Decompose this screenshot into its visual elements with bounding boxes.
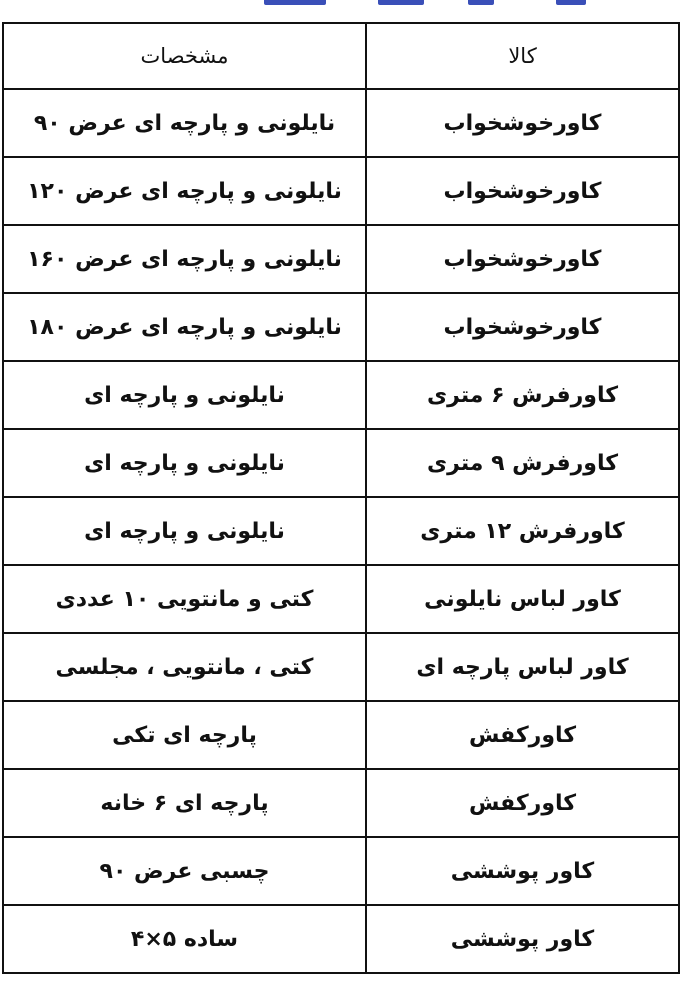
item-cell: کاورخوشخواب xyxy=(366,225,679,293)
spec-cell: نایلونی و پارچه ای عرض ۱۸۰ xyxy=(3,293,366,361)
item-cell: کاورکفش xyxy=(366,701,679,769)
table-row xyxy=(3,293,679,361)
spec-cell: کتی و مانتویی ۱۰ عددی xyxy=(3,565,366,633)
spec-cell: نایلونی و پارچه ای عرض ۱۶۰ xyxy=(3,225,366,293)
spec-cell: نایلونی و پارچه ای xyxy=(3,361,366,429)
product-table xyxy=(2,22,680,974)
item-cell: کاورخوشخواب xyxy=(366,157,679,225)
spec-cell: پارچه ای ۶ خانه xyxy=(3,769,366,837)
item-cell: کاورفرش ۶ متری xyxy=(366,361,679,429)
table-row xyxy=(3,905,679,973)
table-row xyxy=(3,225,679,293)
table-body xyxy=(3,89,679,973)
table-header-row xyxy=(3,23,679,89)
spec-cell: نایلونی و پارچه ای xyxy=(3,429,366,497)
item-cell: کاور پوششی xyxy=(366,837,679,905)
table-row xyxy=(3,837,679,905)
spec-cell: کتی ، مانتویی ، مجلسی xyxy=(3,633,366,701)
item-cell: کاورخوشخواب xyxy=(366,89,679,157)
table-row xyxy=(3,89,679,157)
header-spec: مشخصات xyxy=(3,23,366,89)
table-row xyxy=(3,769,679,837)
table-row xyxy=(3,565,679,633)
item-cell: کاورفرش ۱۲ متری xyxy=(366,497,679,565)
header-item: کالا xyxy=(366,23,679,89)
spec-cell: نایلونی و پارچه ای عرض ۱۲۰ xyxy=(3,157,366,225)
item-cell: کاورفرش ۹ متری xyxy=(366,429,679,497)
table-row xyxy=(3,157,679,225)
table-row xyxy=(3,361,679,429)
table-row xyxy=(3,497,679,565)
spec-cell: نایلونی و پارچه ای xyxy=(3,497,366,565)
cropped-heading-strip xyxy=(260,0,600,8)
spec-cell: نایلونی و پارچه ای عرض ۹۰ xyxy=(3,89,366,157)
item-cell: کاورخوشخواب xyxy=(366,293,679,361)
spec-cell: ساده ۵×۴ xyxy=(3,905,366,973)
table-row xyxy=(3,429,679,497)
item-cell: کاور لباس پارچه ای xyxy=(366,633,679,701)
item-cell: کاور لباس نایلونی xyxy=(366,565,679,633)
item-cell: کاور پوششی xyxy=(366,905,679,973)
table-row xyxy=(3,701,679,769)
table-row xyxy=(3,633,679,701)
spec-cell: چسبی عرض ۹۰ xyxy=(3,837,366,905)
spec-cell: پارچه ای تکی xyxy=(3,701,366,769)
item-cell: کاورکفش xyxy=(366,769,679,837)
